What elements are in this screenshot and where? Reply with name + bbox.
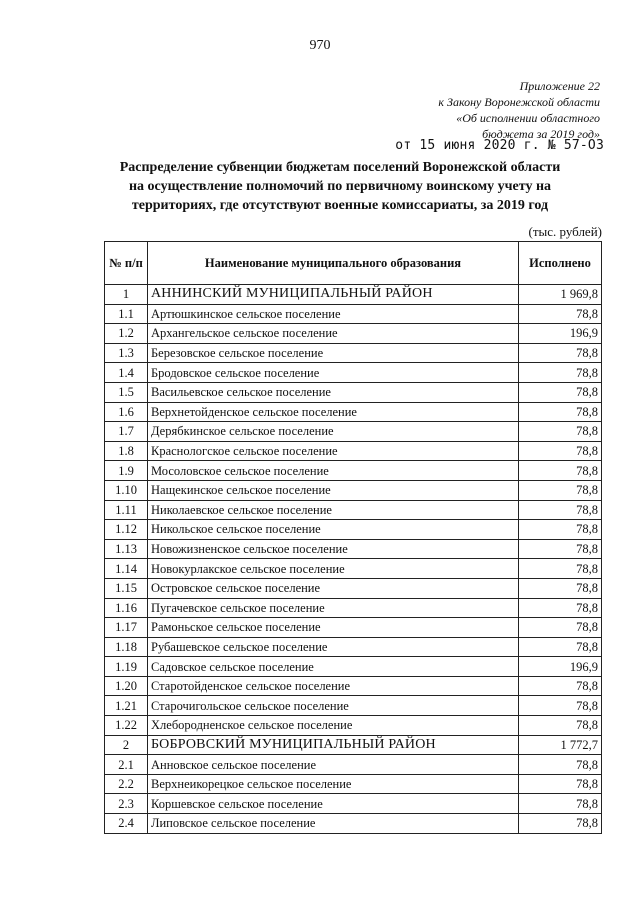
- annex-line: к Закону Воронежской области: [438, 95, 600, 109]
- row-number: 1.10: [105, 480, 148, 500]
- row-amount: 78,8: [519, 363, 602, 383]
- row-name: Верхнеикорецкое сельское поселение: [148, 774, 519, 794]
- row-amount: 78,8: [519, 402, 602, 422]
- table-body: [105, 285, 602, 834]
- row-name: Анновское сельское поселение: [148, 755, 519, 775]
- district-row: [105, 285, 602, 305]
- row-name: Пугачевское сельское поселение: [148, 598, 519, 618]
- row-name: Мосоловское сельское поселение: [148, 461, 519, 481]
- row-amount: 196,9: [519, 657, 602, 677]
- row-number: 1.14: [105, 559, 148, 579]
- row-name: Коршевское сельское поселение: [148, 794, 519, 814]
- row-number: 1.17: [105, 618, 148, 638]
- row-number: 1.5: [105, 382, 148, 402]
- page-number: 970: [309, 38, 331, 53]
- row-name: Рубашевское сельское поселение: [148, 637, 519, 657]
- row-number: 2.3: [105, 794, 148, 814]
- row-amount: 1 772,7: [519, 735, 602, 755]
- row-amount: 78,8: [519, 559, 602, 579]
- row-number: 1.19: [105, 657, 148, 677]
- row-name: Николаевское сельское поселение: [148, 500, 519, 520]
- table-row: [105, 422, 602, 442]
- table-row: [105, 794, 602, 814]
- row-number: 1.12: [105, 520, 148, 540]
- table-row: [105, 441, 602, 461]
- table-row: [105, 363, 602, 383]
- row-number: 1.15: [105, 578, 148, 598]
- row-name: Дерябкинское сельское поселение: [148, 422, 519, 442]
- table-row: [105, 716, 602, 736]
- table-row: [105, 559, 602, 579]
- document-title: [60, 158, 620, 215]
- title-line: территориях, где отсутствуют военные комиссариаты, за 2019 год: [131, 198, 549, 213]
- row-amount: 78,8: [519, 461, 602, 481]
- subvention-table: [104, 241, 602, 834]
- row-number: 1.1: [105, 304, 148, 324]
- table-header-row: [105, 242, 602, 285]
- row-number: 1: [105, 285, 148, 305]
- table-row: [105, 539, 602, 559]
- row-name: АННИНСКИЙ МУНИЦИПАЛЬНЫЙ РАЙОН: [148, 285, 519, 305]
- table-row: [105, 343, 602, 363]
- row-name: Архангельское сельское поселение: [148, 324, 519, 344]
- row-number: 2: [105, 735, 148, 755]
- row-amount: 78,8: [519, 422, 602, 442]
- row-name: Верхнетойденское сельское поселение: [148, 402, 519, 422]
- row-number: 1.16: [105, 598, 148, 618]
- row-amount: 78,8: [519, 343, 602, 363]
- row-number: 1.22: [105, 716, 148, 736]
- row-name: Березовское сельское поселение: [148, 343, 519, 363]
- annex-block: [438, 78, 600, 142]
- row-number: 1.4: [105, 363, 148, 383]
- district-row: [105, 735, 602, 755]
- row-amount: 78,8: [519, 520, 602, 540]
- row-name: Старотойденское сельское поселение: [148, 676, 519, 696]
- annex-line: Приложение 22: [519, 79, 600, 93]
- row-name: Островское сельское поселение: [148, 578, 519, 598]
- row-name: Васильевское сельское поселение: [148, 382, 519, 402]
- row-amount: 78,8: [519, 500, 602, 520]
- row-name: Артюшкинское сельское поселение: [148, 304, 519, 324]
- row-amount: 78,8: [519, 480, 602, 500]
- table-row: [105, 500, 602, 520]
- row-amount: 78,8: [519, 696, 602, 716]
- row-number: 1.3: [105, 343, 148, 363]
- table-row: [105, 755, 602, 775]
- row-name: БОБРОВСКИЙ МУНИЦИПАЛЬНЫЙ РАЙОН: [148, 735, 519, 755]
- row-amount: 78,8: [519, 814, 602, 834]
- header-amount: Исполнено: [519, 242, 602, 285]
- table-row: [105, 402, 602, 422]
- row-number: 1.9: [105, 461, 148, 481]
- row-name: Рамоньское сельское поселение: [148, 618, 519, 638]
- table-row: [105, 480, 602, 500]
- row-number: 1.2: [105, 324, 148, 344]
- table-row: [105, 324, 602, 344]
- row-number: 2.1: [105, 755, 148, 775]
- row-amount: 78,8: [519, 618, 602, 638]
- row-name: Никольское сельское поселение: [148, 520, 519, 540]
- row-number: 1.6: [105, 402, 148, 422]
- table-row: [105, 814, 602, 834]
- table-row: [105, 598, 602, 618]
- row-name: Новокурлакское сельское поселение: [148, 559, 519, 579]
- table-row: [105, 676, 602, 696]
- row-number: 1.11: [105, 500, 148, 520]
- annex-line: «Об исполнении областного: [456, 111, 600, 125]
- row-amount: 78,8: [519, 794, 602, 814]
- row-amount: 78,8: [519, 598, 602, 618]
- row-number: 1.8: [105, 441, 148, 461]
- title-line: на осуществление полномочий по первичному воинскому учету на: [128, 179, 552, 194]
- row-amount: 78,8: [519, 755, 602, 775]
- table-row: [105, 304, 602, 324]
- table-row: [105, 382, 602, 402]
- row-name: Садовское сельское поселение: [148, 657, 519, 677]
- units-label: (тыс. рублей): [528, 224, 602, 239]
- table-row: [105, 461, 602, 481]
- row-name: Липовское сельское поселение: [148, 814, 519, 834]
- row-name: Новожизненское сельское поселение: [148, 539, 519, 559]
- row-number: 1.18: [105, 637, 148, 657]
- table-row: [105, 657, 602, 677]
- header-number: № п/п: [105, 242, 148, 285]
- row-amount: 78,8: [519, 774, 602, 794]
- row-amount: 78,8: [519, 441, 602, 461]
- annex-date-stamp: от 15 июня 2020 г. № 57-ОЗ: [395, 138, 604, 153]
- table-row: [105, 774, 602, 794]
- row-amount: 78,8: [519, 304, 602, 324]
- row-name: Нащекинское сельское поселение: [148, 480, 519, 500]
- table-row: [105, 578, 602, 598]
- row-name: Старочигольское сельское поселение: [148, 696, 519, 716]
- row-amount: 78,8: [519, 539, 602, 559]
- row-name: Хлебородненское сельское поселение: [148, 716, 519, 736]
- row-amount: 78,8: [519, 637, 602, 657]
- title-line: Распределение субвенции бюджетам поселений Воронежской области: [119, 160, 561, 175]
- row-number: 1.20: [105, 676, 148, 696]
- row-number: 1.7: [105, 422, 148, 442]
- row-name: Бродовское сельское поселение: [148, 363, 519, 383]
- row-amount: 78,8: [519, 716, 602, 736]
- row-amount: 78,8: [519, 676, 602, 696]
- table-row: [105, 637, 602, 657]
- row-name: Краснологское сельское поселение: [148, 441, 519, 461]
- table-row: [105, 520, 602, 540]
- table-row: [105, 696, 602, 716]
- row-amount: 1 969,8: [519, 285, 602, 305]
- row-amount: 78,8: [519, 578, 602, 598]
- table-row: [105, 618, 602, 638]
- row-number: 2.4: [105, 814, 148, 834]
- header-name: Наименование муниципального образования: [148, 242, 519, 285]
- row-amount: 196,9: [519, 324, 602, 344]
- row-number: 1.13: [105, 539, 148, 559]
- row-number: 1.21: [105, 696, 148, 716]
- row-amount: 78,8: [519, 382, 602, 402]
- annex-line: бюджета за 2019 год»: [482, 127, 600, 141]
- row-number: 2.2: [105, 774, 148, 794]
